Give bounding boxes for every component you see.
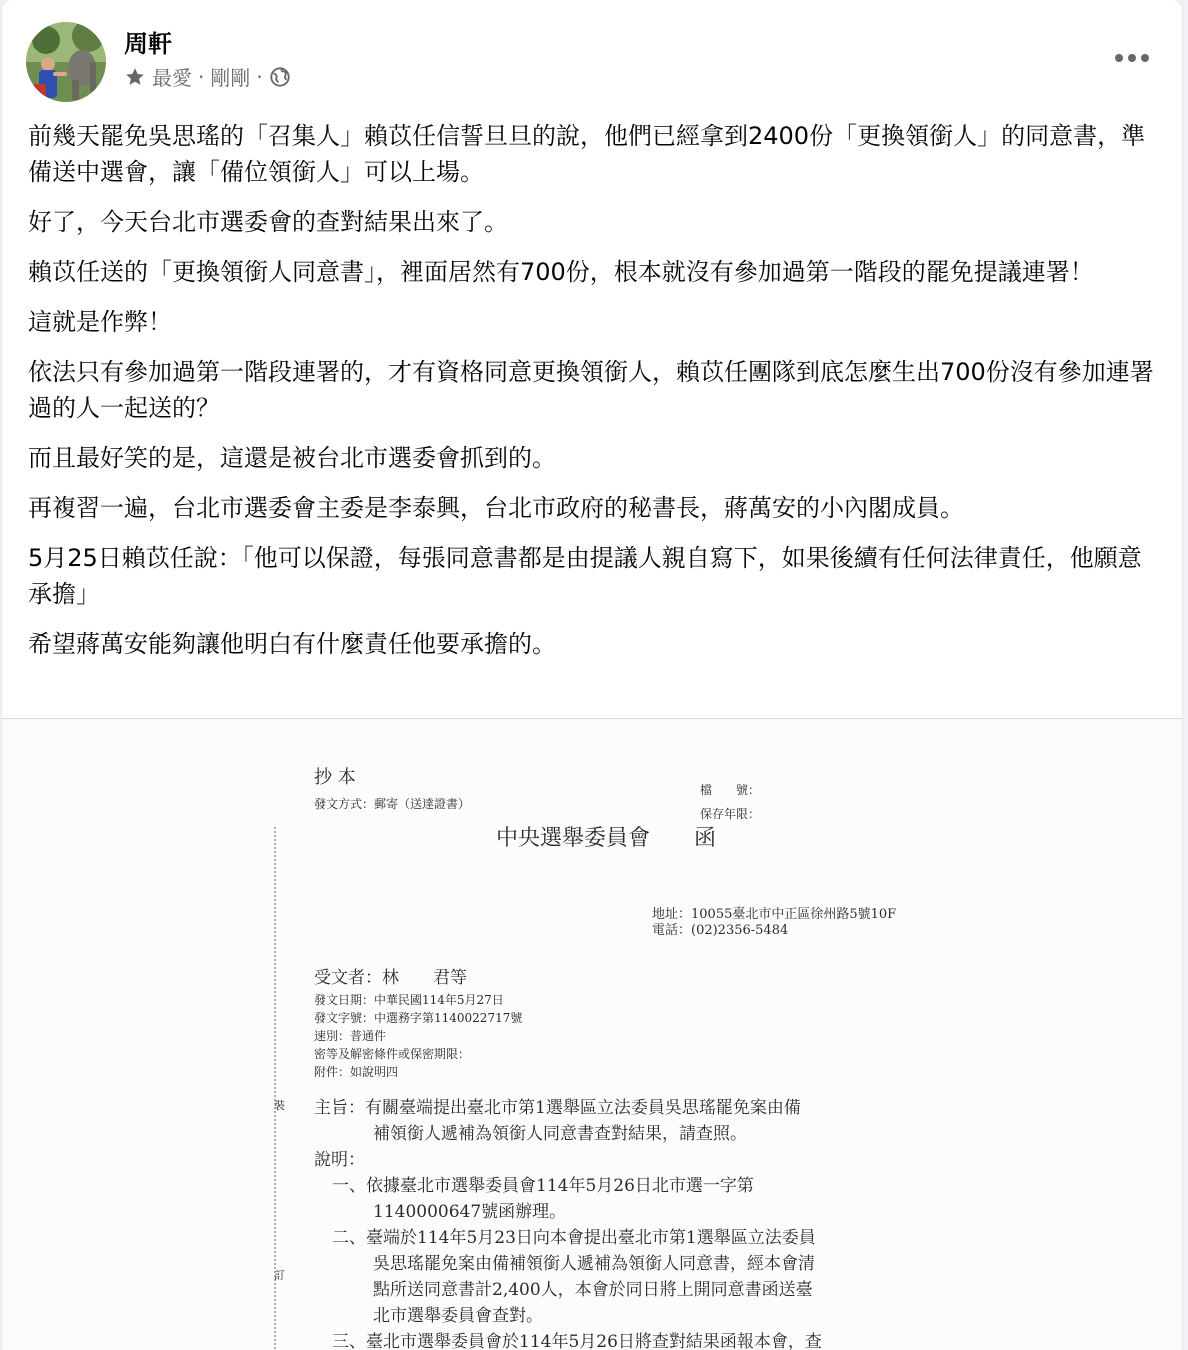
doc-date: 發文日期：中華民國114年5月27日 bbox=[314, 993, 504, 1007]
post-time[interactable]: 剛剛 bbox=[210, 66, 251, 90]
author-name[interactable]: 周軒 bbox=[124, 30, 172, 58]
doc-speed: 速別：普通件 bbox=[314, 1029, 387, 1043]
globe-icon[interactable] bbox=[269, 66, 291, 88]
post-paragraph: 希望蔣萬安能夠讓他明白有什麼責任他要承擔的。 bbox=[28, 630, 556, 658]
post-paragraph: 5月25日賴苡任說：「他可以保證，每張同意書都是由提議人親自寫下，如果後續有任何法律責任，他願意承擔」 bbox=[28, 544, 1142, 608]
doc-item-line: 1140000647號函辦理。 bbox=[373, 1202, 567, 1222]
doc-title: 中央選舉委員會 函 bbox=[496, 826, 717, 851]
doc-file-no: 檔 號： bbox=[700, 783, 761, 797]
doc-retention: 保存年限： bbox=[700, 807, 761, 821]
more-dots-icon bbox=[1114, 53, 1150, 63]
post-paragraph: 而且最好笑的是，這還是被台北市選委會抓到的。 bbox=[28, 444, 556, 472]
post-paragraph: 前幾天罷免吳思瑤的「召集人」賴苡任信誓旦旦的說，他們已經拿到2400份「更換領銜人」的同意書，準備送中選會，讓「備位領銜人」可以上場。 bbox=[28, 122, 1146, 186]
attached-document-image[interactable] bbox=[2, 718, 1182, 1350]
doc-item-line: 三、臺北市選舉委員會於114年5月26日將查對結果函報本會，查 bbox=[332, 1332, 822, 1350]
post-paragraph: 再複習一遍，台北市選委會主委是李泰興，台北市政府的秘書長，蔣萬安的小內閣成員。 bbox=[28, 494, 964, 522]
post-card bbox=[2, 0, 1182, 1350]
doc-item-line: 點所送同意書計2,400人，本會於同日將上開同意書函送臺 bbox=[373, 1280, 813, 1300]
doc-item-line: 北市選舉委員會查對。 bbox=[373, 1306, 543, 1326]
doc-item-line: 二、臺端於114年5月23日向本會提出臺北市第1選舉區立法委員 bbox=[332, 1228, 816, 1248]
doc-address: 地址：10055臺北市中正區徐州路5號10F bbox=[652, 907, 897, 922]
favorite-label[interactable]: 最愛 bbox=[152, 66, 192, 90]
doc-recipient: 受文者：林 君等 bbox=[314, 968, 467, 988]
post-paragraph: 依法只有參加過第一階段連署的，才有資格同意更換領銜人，賴苡任團隊到底怎麼生出700份沒有參加連署過的人一起送的？ bbox=[28, 358, 1154, 422]
doc-send-method: 發文方式：郵寄（送達證書） bbox=[314, 797, 471, 811]
doc-attachment: 附件：如說明四 bbox=[314, 1065, 399, 1079]
more-options-button[interactable] bbox=[1110, 40, 1154, 76]
doc-subject-line: 補領銜人遞補為領銜人同意書查對結果，請查照。 bbox=[373, 1124, 747, 1144]
meta-separator: · bbox=[256, 64, 263, 89]
post-paragraph: 好了，今天台北市選委會的查對結果出來了。 bbox=[28, 208, 508, 236]
doc-phone: 電話：(02)2356-5484 bbox=[652, 923, 789, 938]
doc-item-line: 一、依據臺北市選舉委員會114年5月26日北市選一字第 bbox=[332, 1176, 754, 1196]
doc-copy-mark: 抄 本 bbox=[314, 767, 356, 788]
star-icon bbox=[124, 66, 146, 88]
post-paragraph: 賴苡任送的「更換領銜人同意書」，裡面居然有700份，根本就沒有參加過第一階段的罷免提議連署！ bbox=[28, 258, 1094, 286]
post-paragraph: 這就是作弊！ bbox=[28, 308, 172, 336]
post-body bbox=[28, 118, 1158, 676]
doc-margin-mark: 裝 bbox=[274, 1099, 285, 1112]
avatar-photo-icon bbox=[26, 22, 106, 102]
doc-secret: 密等及解密條件或保密期限： bbox=[314, 1047, 471, 1061]
doc-item-line: 吳思瑤罷免案由備補領銜人遞補為領銜人同意書，經本會清 bbox=[373, 1254, 815, 1274]
doc-margin-mark: 訂 bbox=[274, 1269, 285, 1282]
doc-explain-heading: 說明： bbox=[314, 1150, 365, 1170]
meta-separator: · bbox=[198, 64, 205, 89]
post-meta bbox=[124, 62, 291, 91]
doc-subject-line: 主旨：有關臺端提出臺北市第1選舉區立法委員吳思瑤罷免案由備 bbox=[314, 1098, 801, 1118]
author-avatar[interactable] bbox=[26, 22, 106, 102]
doc-number: 發文字號：中選務字第1140022717號 bbox=[314, 1011, 523, 1025]
